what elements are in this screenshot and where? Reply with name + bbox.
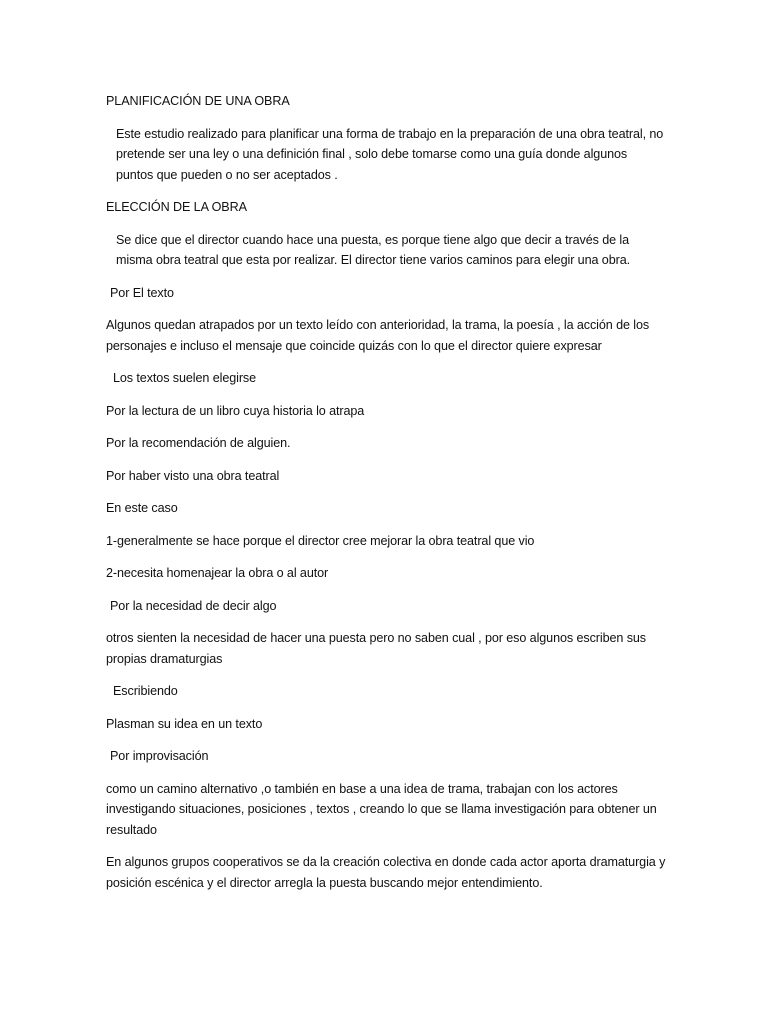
paragraph-otros: otros sienten la necesidad de hacer una puesta pero no saben cual , por eso algunos escriben sus propias dramaturgias (106, 631, 646, 666)
paragraph-director: Se dice que el director cuando hace una puesta, es porque tiene algo que decir a través de la misma obra teatral que esta por realizar. El director tiene varios caminos para elegir una obra. (116, 232, 631, 267)
subheading-textos-elegirse: Los textos suelen elegirse (113, 371, 257, 385)
subheading-necesidad: Por la necesidad de decir algo (110, 598, 277, 613)
paragraph-plasman: Plasman su idea en un texto (106, 716, 263, 731)
paragraph-atrapados: Algunos quedan atrapados por un texto leído con anterioridad, la trama, la poesía , la acción de los personajes e incluso el mensaje que coincide quizás con lo que el director quiere expresar (106, 318, 650, 353)
document-body (106, 91, 666, 905)
list-item-2: 2-necesita homenajear la obra o al autor (106, 566, 329, 580)
intro-paragraph: Este estudio realizado para planificar una forma de trabajo en la preparación de una obra teatral, no pretende ser una ley o una definición final , solo debe tomarse como una guía donde algunos puntos que pueden o no ser aceptados . (116, 126, 664, 182)
subheading-escribiendo: Escribiendo (113, 684, 178, 698)
paragraph-camino-alternativo: como un camino alternativo ,o también en base a una idea de trama, trabajan con los actores investigando situaciones, posiciones , textos , creando lo que se llama investigación para obtener un resultado (106, 781, 657, 837)
paragraph-en-este-caso: En este caso (106, 501, 178, 515)
list-item-obra-teatral: Por haber visto una obra teatral (106, 468, 280, 483)
list-item-lectura: Por la lectura de un libro cuya historia lo atrapa (106, 403, 365, 418)
list-item-recomendacion: Por la recomendación de alguien. (106, 436, 291, 450)
document-title: PLANIFICACIÓN DE UNA OBRA (106, 94, 290, 108)
list-item-1: 1-generalmente se hace porque el director cree mejorar la obra teatral que vio (106, 533, 535, 548)
subheading-improvisacion: Por improvisación (110, 749, 209, 763)
subheading-por-el-texto: Por El texto (110, 285, 174, 300)
section-heading-eleccion: ELECCIÓN DE LA OBRA (106, 200, 247, 214)
paragraph-cooperativos: En algunos grupos cooperativos se da la creación colectiva en donde cada actor aporta dramaturgia y posición escénica y el director arregla la puesta buscando mejor entendimiento. (106, 855, 666, 890)
